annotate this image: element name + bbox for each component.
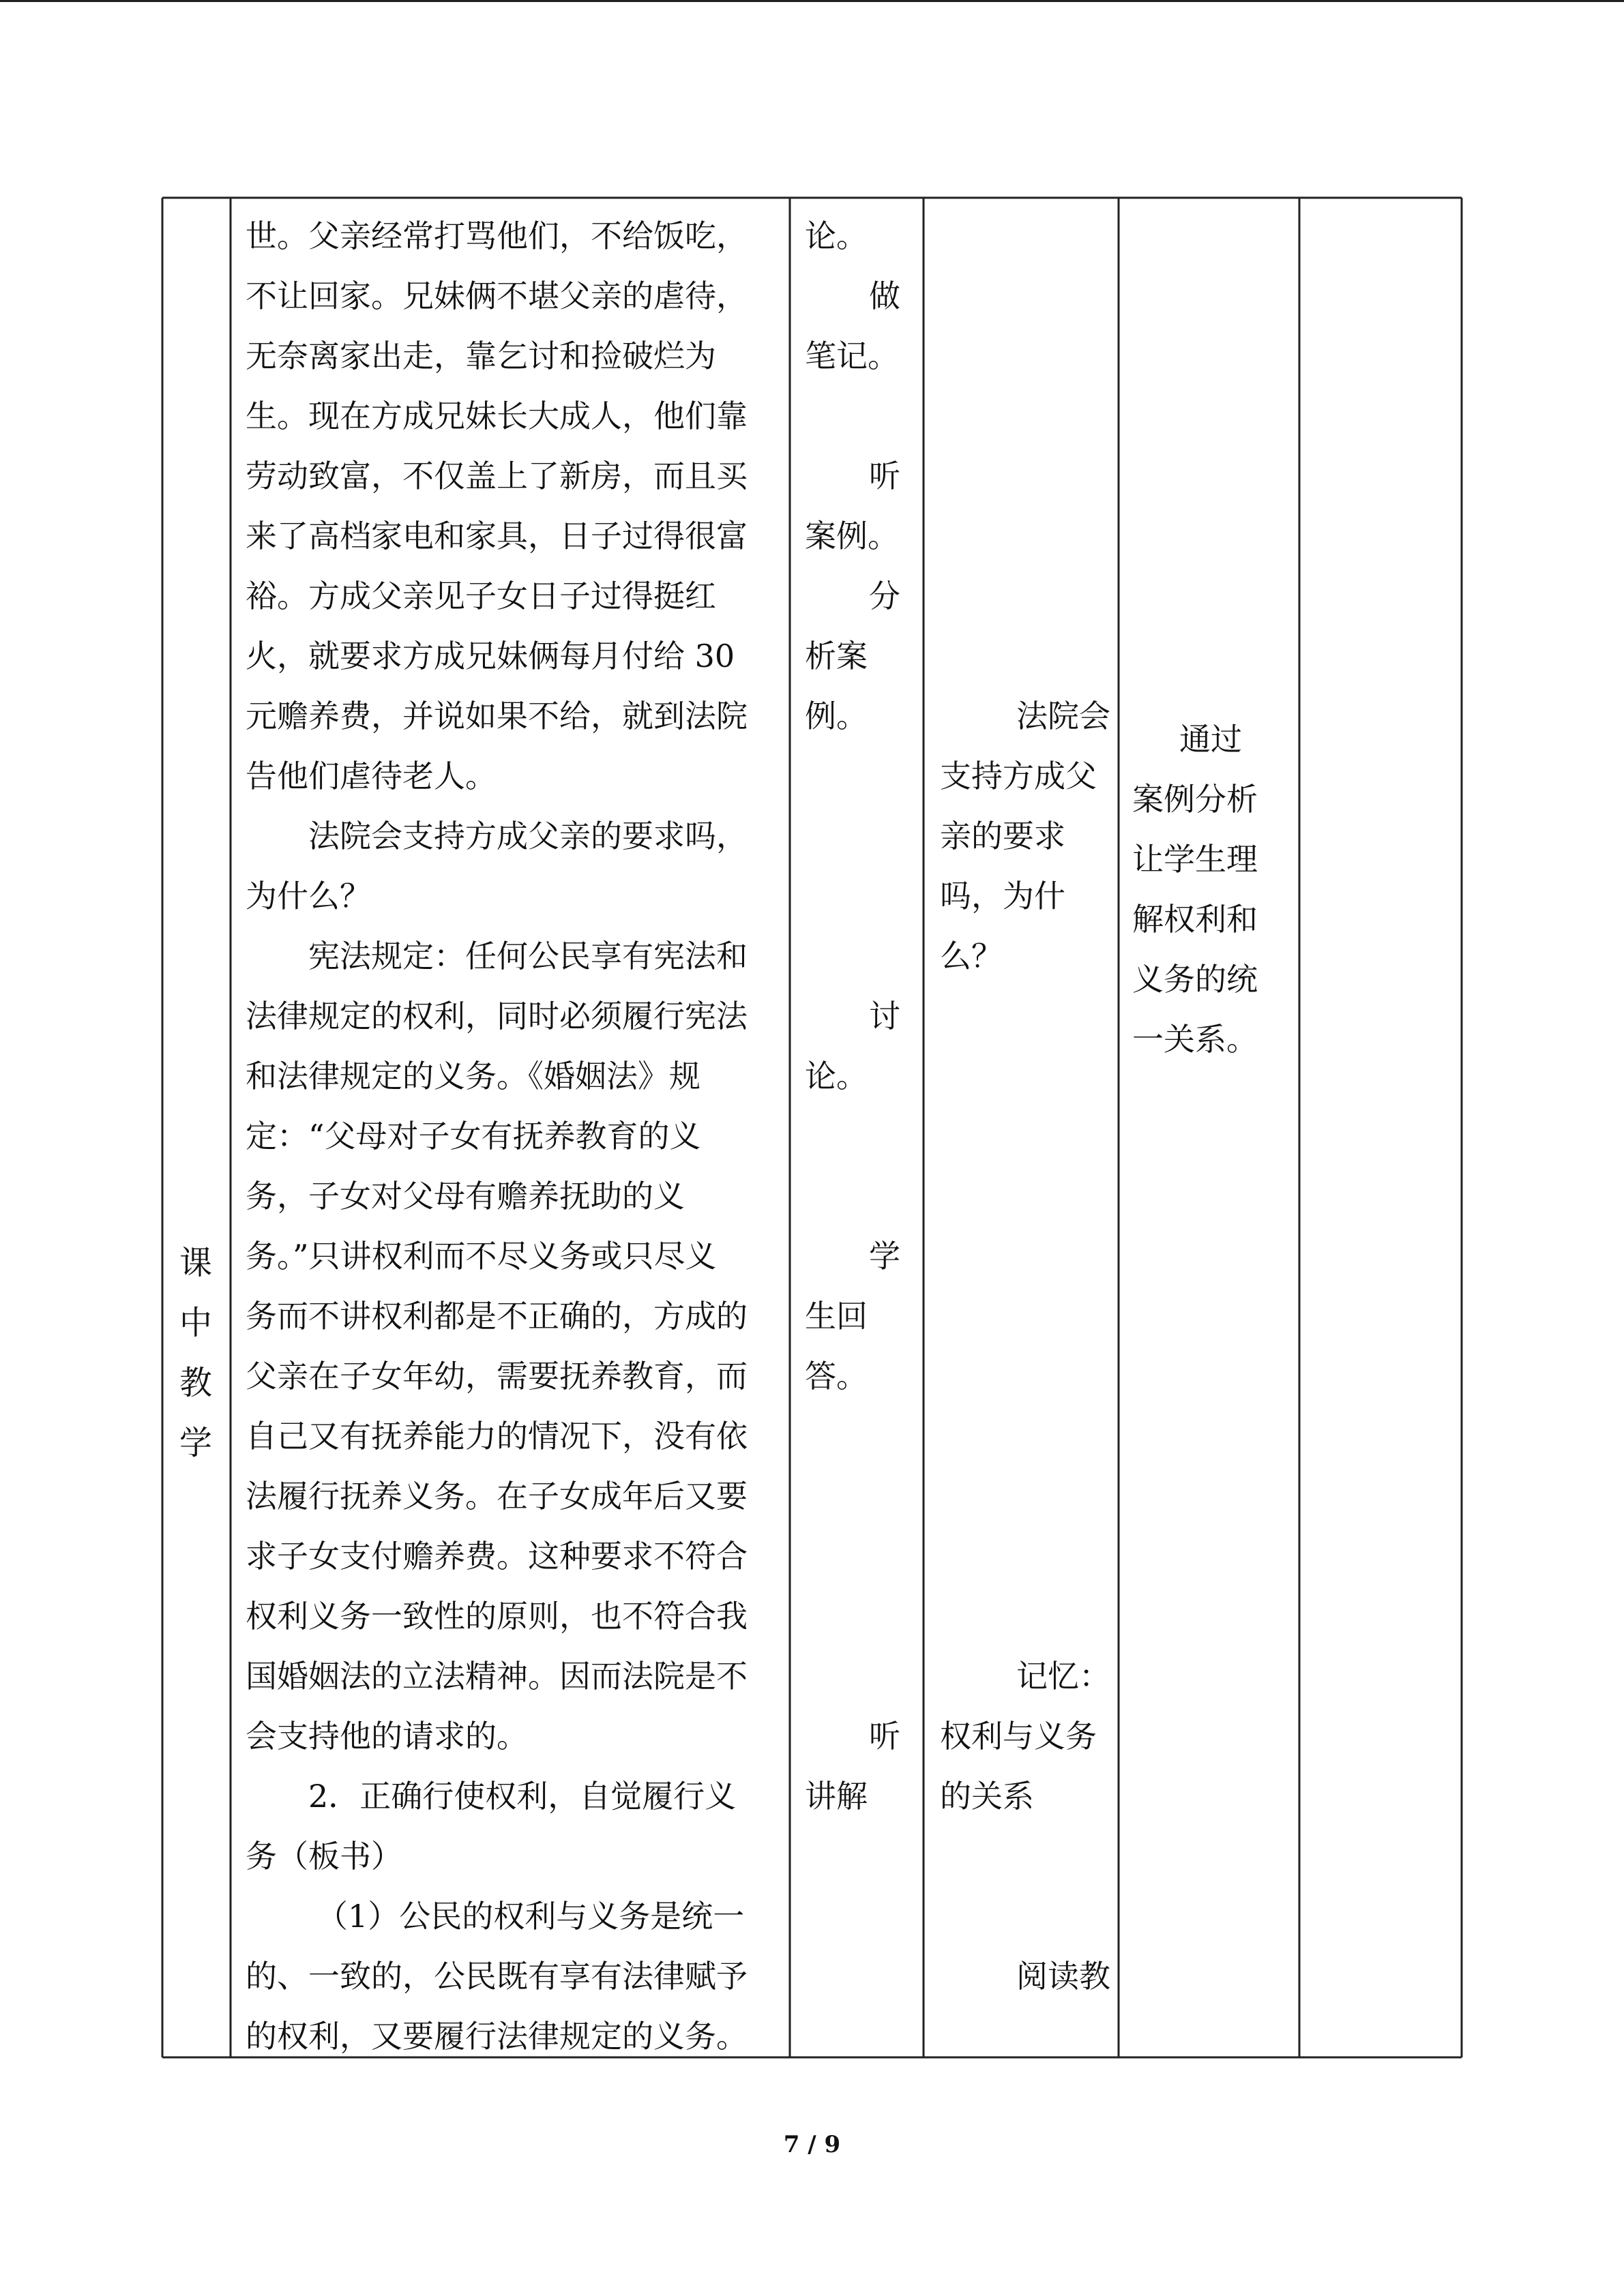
student-activity-line: 答。 bbox=[805, 1358, 868, 1395]
content-line: 不让回家。兄妹俩不堪父亲的虐待， bbox=[246, 278, 748, 314]
student-activity-line bbox=[805, 1106, 900, 1166]
teaching-content-cell bbox=[246, 206, 784, 2066]
student-activity-line bbox=[805, 926, 900, 986]
student-activity-line: 听 bbox=[869, 1718, 900, 1755]
segment-label-char: 教 bbox=[179, 1364, 212, 1402]
teacher-question-line bbox=[940, 386, 1110, 446]
teacher-question-line bbox=[940, 1166, 1110, 1226]
content-line: 为什么？ bbox=[246, 878, 371, 914]
content-line: 裕。方成父亲见子女日子过得挺红 bbox=[246, 578, 716, 614]
student-activity-line bbox=[805, 806, 900, 866]
teacher-question-line: 法院会 bbox=[1016, 698, 1110, 734]
student-activity-line: 听 bbox=[869, 458, 900, 494]
student-activity-line: 生回 bbox=[805, 1298, 868, 1335]
content-line: 法院会支持方成父亲的要求吗， bbox=[308, 818, 748, 854]
teacher-question-line bbox=[940, 626, 1110, 686]
segment-label-char: 学 bbox=[179, 1424, 212, 1462]
page-number: 7 / 9 bbox=[783, 2131, 841, 2158]
student-activity-line bbox=[805, 386, 900, 446]
student-activity-line: 学 bbox=[869, 1238, 900, 1274]
teacher-question-line bbox=[940, 446, 1110, 506]
teacher-question-line: 记忆： bbox=[1016, 1658, 1110, 1695]
teacher-question-line bbox=[940, 1826, 1110, 1886]
teacher-question-line bbox=[940, 1226, 1110, 1286]
student-activity-cell bbox=[805, 206, 900, 1826]
teacher-question-line bbox=[940, 566, 1110, 626]
student-activity-line: 做 bbox=[869, 278, 900, 314]
content-line: 告他们虐待老人。 bbox=[246, 758, 497, 794]
student-activity-line: 讲解 bbox=[805, 1778, 868, 1815]
content-line: 求子女支付赡养费。这种要求不符合 bbox=[246, 1538, 748, 1575]
teacher-question-line bbox=[940, 1406, 1110, 1466]
segment-label-char: 课 bbox=[179, 1244, 212, 1282]
teacher-question-line: 阅读教 bbox=[1016, 1958, 1110, 1995]
teacher-question-line bbox=[940, 266, 1110, 326]
student-activity-line bbox=[805, 1466, 900, 1526]
content-line: 自己又有抚养能力的情况下，没有依 bbox=[246, 1418, 748, 1455]
content-line: 会支持他的请求的。 bbox=[246, 1718, 528, 1755]
teacher-question-line bbox=[940, 1286, 1110, 1346]
student-activity-line: 论。 bbox=[805, 218, 868, 254]
content-line: 生。现在方成兄妹长大成人，他们靠 bbox=[246, 398, 748, 434]
content-line: 法履行抚养义务。在子女成年后又要 bbox=[246, 1478, 748, 1515]
teacher-question-line bbox=[940, 1346, 1110, 1406]
student-activity-line: 例。 bbox=[805, 698, 868, 734]
teacher-question-line: 么？ bbox=[940, 938, 1003, 974]
teacher-question-line: 的关系 bbox=[940, 1778, 1034, 1815]
content-line: 火，就要求方成兄妹俩每月付给 30 bbox=[246, 638, 735, 674]
teacher-question-line: 吗，为什 bbox=[940, 878, 1065, 914]
content-line: 务（板书） bbox=[246, 1838, 402, 1875]
content-line: 的权利，又要履行法律规定的义务。 bbox=[246, 2018, 748, 2055]
teacher-question-line: 权利与义务 bbox=[940, 1718, 1097, 1755]
content-line: 宪法规定：任何公民享有宪法和 bbox=[308, 938, 748, 974]
student-activity-line bbox=[805, 866, 900, 926]
student-activity-line bbox=[805, 1646, 900, 1706]
content-line: 务。”只讲权利而不尽义务或只尽义 bbox=[246, 1238, 717, 1274]
content-line: 和法律规定的义务。《婚姻法》规 bbox=[246, 1058, 700, 1094]
content-line: 定：“父母对子女有抚养教育的义 bbox=[246, 1118, 701, 1154]
segment-label-char: 中 bbox=[179, 1304, 212, 1342]
content-line: 务，子女对父母有赡养抚助的义 bbox=[246, 1178, 685, 1214]
content-line: 国婚姻法的立法精神。因而法院是不 bbox=[246, 1658, 748, 1695]
content-line: 无奈离家出走，靠乞讨和捡破烂为 bbox=[246, 338, 716, 374]
teacher-question-line bbox=[940, 1046, 1110, 1106]
design-intent-line: 让学生理 bbox=[1132, 841, 1258, 878]
student-activity-line bbox=[805, 746, 900, 806]
design-intent-line: 一关系。 bbox=[1132, 1021, 1258, 1058]
content-line: 世。父亲经常打骂他们，不给饭吃， bbox=[246, 218, 748, 254]
teacher-question-line: 支持方成父 bbox=[940, 758, 1097, 794]
student-activity-line: 分 bbox=[869, 578, 900, 614]
design-intent-line: 义务的统 bbox=[1132, 961, 1258, 998]
teacher-question-line bbox=[940, 1106, 1110, 1166]
design-intent-line: 案例分析 bbox=[1132, 781, 1258, 818]
design-intent-line: 解权利和 bbox=[1132, 901, 1258, 938]
student-activity-line bbox=[805, 1526, 900, 1586]
content-line: 2．正确行使权利，自觉履行义 bbox=[308, 1778, 737, 1815]
content-line: 元赡养费，并说如果不给，就到法院 bbox=[246, 698, 748, 734]
teacher-question-line bbox=[940, 326, 1110, 386]
student-activity-line bbox=[805, 1406, 900, 1466]
teacher-question-cell bbox=[940, 206, 1110, 2006]
teacher-question-line bbox=[940, 1886, 1110, 1946]
teacher-question-line bbox=[940, 1586, 1110, 1646]
design-intent-line: 通过 bbox=[1179, 721, 1242, 758]
content-line: 劳动致富，不仅盖上了新房，而且买 bbox=[246, 458, 748, 494]
content-line: 父亲在子女年幼，需要抚养教育，而 bbox=[246, 1358, 748, 1395]
content-line: 法律规定的权利，同时必须履行宪法 bbox=[246, 998, 748, 1034]
student-activity-line bbox=[805, 1586, 900, 1646]
student-activity-line: 案例。 bbox=[805, 518, 899, 554]
teacher-question-line bbox=[940, 206, 1110, 266]
student-activity-line bbox=[805, 1166, 900, 1226]
student-activity-line: 讨 bbox=[869, 998, 900, 1034]
segment-label-cell bbox=[162, 1233, 229, 1473]
content-line: 来了高档家电和家具，日子过得很富 bbox=[246, 518, 748, 554]
student-activity-line: 析案 bbox=[805, 638, 868, 674]
content-line: （1）公民的权利与义务是统一 bbox=[316, 1898, 745, 1935]
student-activity-line: 论。 bbox=[805, 1058, 868, 1094]
content-line: 的、一致的，公民既有享有法律赋予 bbox=[246, 1958, 748, 1995]
design-intent-cell bbox=[1132, 709, 1289, 1069]
content-line: 务而不讲权利都是不正确的，方成的 bbox=[246, 1298, 748, 1335]
content-line: 权利义务一致性的原则，也不符合我 bbox=[246, 1598, 748, 1635]
student-activity-line: 笔记。 bbox=[805, 338, 899, 374]
teacher-question-line bbox=[940, 1526, 1110, 1586]
teacher-question-line: 亲的要求 bbox=[940, 818, 1065, 854]
teacher-question-line bbox=[940, 986, 1110, 1046]
teacher-question-line bbox=[940, 1466, 1110, 1526]
teacher-question-line bbox=[940, 506, 1110, 566]
